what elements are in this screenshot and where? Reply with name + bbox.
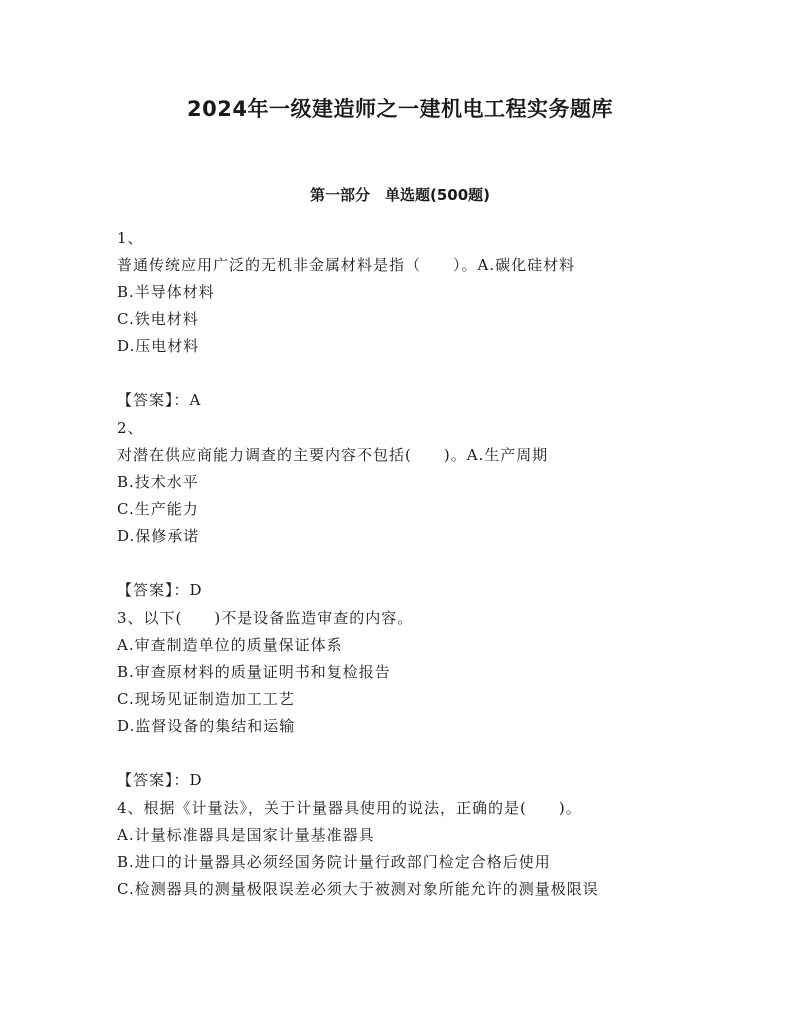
option-d: D.压电材料 bbox=[117, 337, 200, 355]
question-stem: 3、以下( )不是设备监造审查的内容。 bbox=[117, 609, 414, 627]
option-a: A.计量标准器具是国家计量基准器具 bbox=[117, 826, 375, 844]
option-c: C.检测器具的测量极限误差必须大于被测对象所能允许的测量极限误 bbox=[117, 880, 599, 898]
page-title: 2024年一级建造师之一建机电工程实务题库 bbox=[187, 97, 613, 121]
answer-line: 【答案】：A bbox=[117, 391, 202, 409]
question-number: 2、 bbox=[117, 419, 144, 437]
question-number: 1、 bbox=[117, 229, 144, 247]
question-1 bbox=[117, 225, 697, 414]
option-c: C.现场见证制造加工工艺 bbox=[117, 690, 295, 708]
answer-line: 【答案】：D bbox=[117, 581, 203, 599]
option-b: B.审查原材料的质量证明书和复检报告 bbox=[117, 663, 391, 681]
option-d: D.监督设备的集结和运输 bbox=[117, 717, 296, 735]
option-b: B.半导体材料 bbox=[117, 283, 215, 301]
option-c: C.生产能力 bbox=[117, 500, 199, 518]
question-list bbox=[117, 225, 697, 903]
option-d: D.保修承诺 bbox=[117, 527, 200, 545]
question-stem: 4、根据《计量法》，关于计量器具使用的说法，正确的是( )。 bbox=[117, 799, 582, 817]
question-3 bbox=[117, 605, 697, 794]
question-stem: 对潜在供应商能力调查的主要内容不包括( )。A.生产周期 bbox=[117, 446, 549, 464]
question-4 bbox=[117, 795, 697, 903]
option-b: B.技术水平 bbox=[117, 473, 199, 491]
answer-line: 【答案】：D bbox=[117, 771, 203, 789]
section-title: 第一部分 单选题(500题) bbox=[309, 186, 491, 204]
question-2 bbox=[117, 415, 697, 604]
question-stem: 普通传统应用广泛的无机非金属材料是指（ ）。A.碳化硅材料 bbox=[117, 256, 576, 274]
option-a: A.审查制造单位的质量保证体系 bbox=[117, 636, 343, 654]
option-c: C.铁电材料 bbox=[117, 310, 199, 328]
option-b: B.进口的计量器具必须经国务院计量行政部门检定合格后使用 bbox=[117, 853, 551, 871]
